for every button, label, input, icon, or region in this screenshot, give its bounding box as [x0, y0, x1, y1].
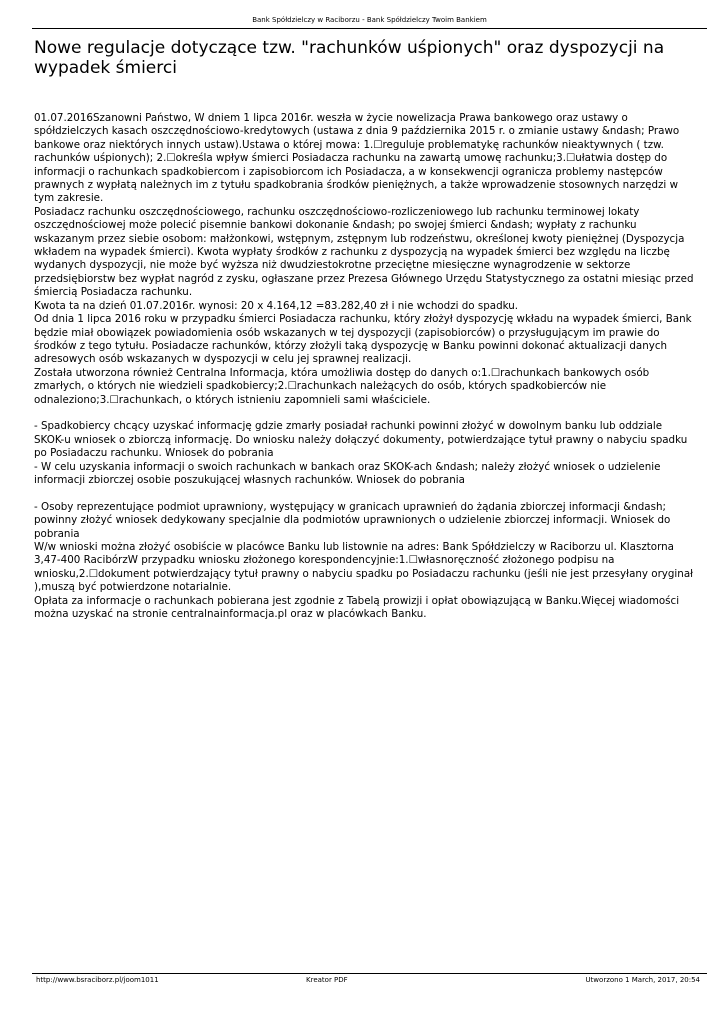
footer-created: Utworzono 1 March, 2017, 20:54: [585, 976, 700, 984]
paragraph-spadkobiercy: - Spadkobiercy chcący uzyskać informację gdzie zmarły posiadał rachunki powinni złożyć w dowolnym banku lub oddziale SKOK-u wniosek o zbiorczą informację. Do wniosku należy dołączyć dokumenty, potwierdzające tytuł prawny o nabyciu spadku po Posiadaczu rachunku. Wniosek do pobrania: [34, 420, 688, 460]
paragraph-podmioty-uprawnione: - Osoby reprezentujące podmiot uprawniony, występujący w granicach uprawnień do żądania zbiorczej informacji &ndash; powinny złożyć wniosek dedykowany specjalnie dla podmiotów uprawnionych o udzielenie zbiorczej informacji. Wniosek do pobrania: [34, 500, 671, 540]
paragraph-powiadomienie: Od dnia 1 lipca 2016 roku w przypadku śmierci Posiadacza rachunku, który złożył dyspozycję wkładu na wypadek śmierci, Bank będzie miał obowiązek powiadomienia osób wskazanych w tej dyspozycji (zapisobiorców) o przysługującym im prawie do środków z tego tytułu. Posiadacze rachunków, którzy złożyli taką dyspozycję w Banku powinni dokonać aktualizacji danych adresowych osób wskazanych w dyspozycji w celu jej sprawnej realizacji.: [34, 313, 692, 366]
footer-url: http://www.bsraciborz.pl/joom1011: [36, 976, 159, 984]
paragraph-skladanie-wnioskow: W/w wnioski można złożyć osobiście w placówce Banku lub listownie na adres: Bank Spółdzielczy w Raciborzu ul. Klasztorna 3,47-400 RacibórzW przypadku wniosku złożonego korespondencyjnie:1.☐własnoręczność złożonego podpisu na wniosku,2.☐dokument potwierdzający tytuł prawny o nabyciu spadku po Posiadaczu rachunku (jeśli nie jest przesyłany oryginał ),muszą być potwierdzone notarialnie.: [34, 540, 694, 594]
paragraph-spacer: [34, 407, 694, 420]
footer-divider: [32, 973, 707, 974]
paragraph-dyspozycja: Posiadacz rachunku oszczędnościowego, rachunku oszczędnościowo-rozliczeniowego lub rachunku terminowej lokaty oszczędnościowej może polecić pisemnie bankowi dokonanie &ndash; po swojej śmierci &ndash; wypłaty z rachunku wskazanym przez siebie osobom: małżonkowi, wstępnym, zstępnym lub rodzeństwu, określonej kwoty pieniężnej (Dyspozycja wkładem na wypadek śmierci). Kwota wypłaty środków z rachunku z dyspozycją na wypadek śmierci bez względu na liczbę wydanych dyspozycji, nie może być wyższa niż dwudziestokrotne przeciętne miesięczne wynagrodzenie w sektorze przedsiębiorstw bez wypłat nagród z zysku, ogłaszane przez Prezesa Głównego Urzędu Statystycznego za ostatni miesiąc przed śmiercią Posiadacza rachunku.: [34, 205, 694, 299]
paragraph-wlasne-rachunki: - W celu uzyskania informacji o swoich rachunkach w bankach oraz SKOK-ach &ndash; należy złożyć wniosek o udzielenie informacji zbiorczej osobie poszukującej własnych rachunków. Wniosek do pobrania: [34, 460, 661, 486]
page-header: Bank Spółdzielczy w Raciborzu - Bank Spółdzielczy Twoim Bankiem: [32, 14, 707, 29]
paragraph-intro: 01.07.2016Szanowni Państwo, W dniem 1 lipca 2016r. weszła w życie nowelizacja Prawa bankowego oraz ustawy o spółdzielczych kasach oszczędnościowo-kredytowych (ustawa z dnia 9 października 2015 r. o zmianie ustawy &ndash; Prawo bankowe oraz niektórych innych ustaw).Ustawa o której mowa: 1.☐reguluje problematykę rachunków nieaktywnych ( tzw. rachunków uśpionych); 2.☐określa wpływ śmierci Posiadacza rachunku na zawartą umowę rachunku;3.☐ułatwia dostęp do informacji o rachunkach spadkobiercom i zapisobiorcom ich Posiadacza, a w konsekwencji ogranicza problemy następców prawnych z wypłatą należnych im z tytułu spadkobrania środków pieniężnych, a także wprowadzenie stosownych narzędzi w tym zakresie.: [34, 112, 680, 205]
paragraph-centralna-informacja: Została utworzona również Centralna Informacja, która umożliwia dostęp do danych o:1.☐rachunkach bankowych osób zmarłych, o których nie wiedzieli spadkobiercy;2.☐rachunkach należących do osób, których spadkobierców nie odnaleziono;3.☐rachunkach, o których istnieniu zapomnieli sami właściciele.: [34, 366, 650, 406]
article-body: [34, 112, 694, 621]
paragraph-kwota: Kwota ta na dzień 01.07.2016r. wynosi: 20 x 4.164,12 =83.282,40 zł i nie wchodzi do spadku.: [34, 299, 519, 312]
footer-generator: Kreator PDF: [306, 976, 348, 984]
paragraph-spacer: [34, 487, 694, 500]
article-title: Nowe regulacje dotyczące tzw. "rachunków uśpionych" oraz dyspozycji na wypadek śmierci: [34, 38, 665, 78]
paragraph-oplata: Opłata za informacje o rachunkach pobierana jest zgodnie z Tabelą prowizji i opłat obowiązującą w Banku.Więcej wiadomości można uzyskać na stronie centralnainformacja.pl oraz w placówkach Banku.: [34, 594, 680, 620]
